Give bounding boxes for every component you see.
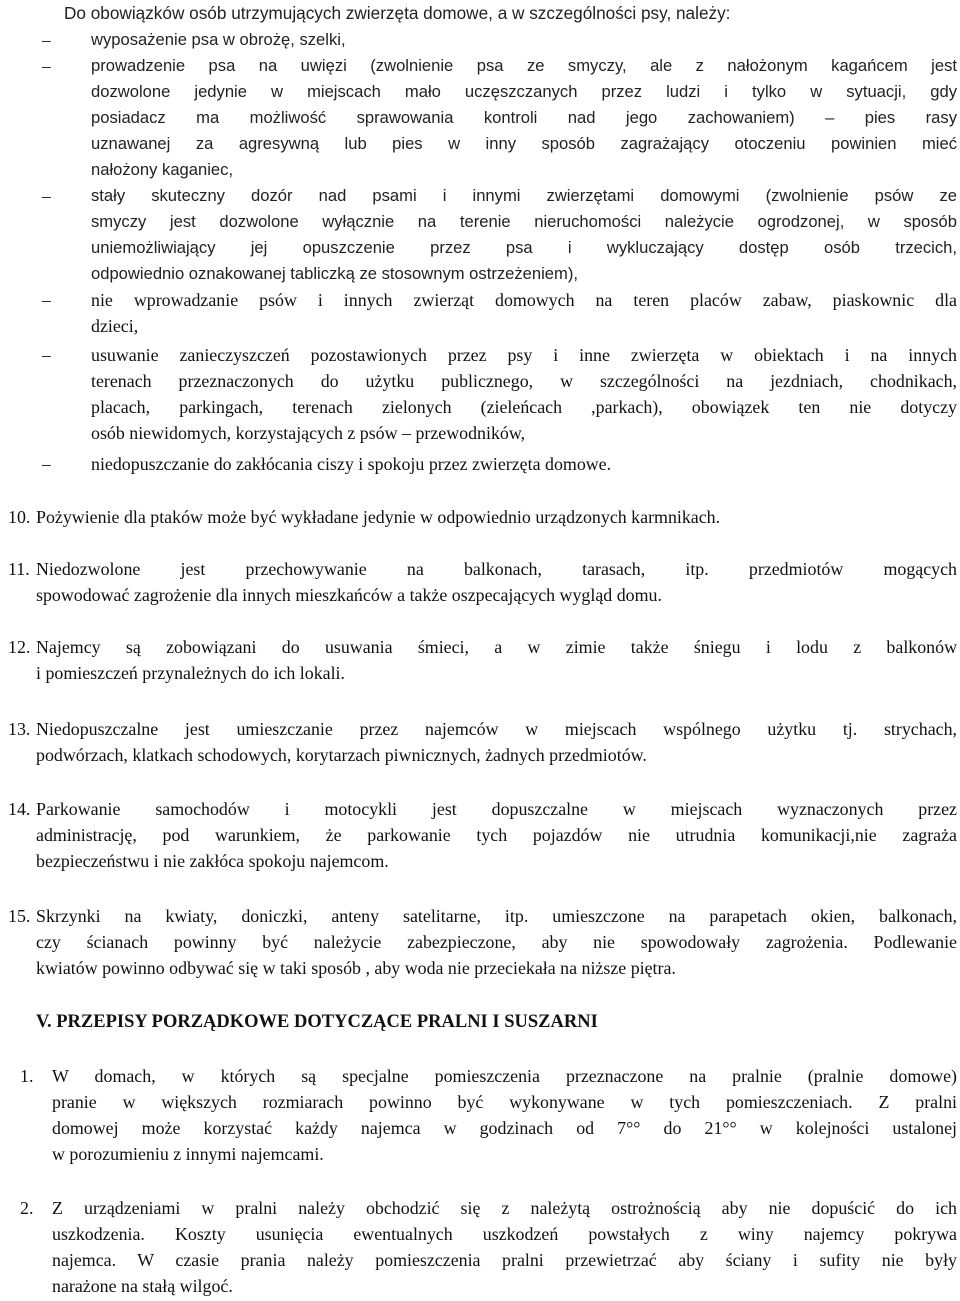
text-line: Niedopuszczalne jest umieszczanie przez najemców w miejscach wspólnego użytku tj. strychach, — [36, 719, 957, 739]
item-number: 13. — [8, 719, 31, 739]
text-line: pranie w większych rozmiarach powinno być wykonywane w tych pomieszczeniach. Z pralni — [52, 1092, 957, 1112]
item-text — [36, 716, 957, 768]
text-line: nie wprowadzanie psów i innych zwierząt domowych na teren placów zabaw, piaskownic dla — [91, 290, 957, 310]
text-line: prowadzenie psa na uwięzi (zwolnienie psa ze smyczy, ale z nałożonym kagańcem jest — [91, 56, 957, 75]
section-heading: V. PRZEPISY PORZĄDKOWE DOTYCZĄCE PRALNI I SUSZARNI — [36, 1012, 598, 1032]
text-line: kwiatów powinno odbywać się w taki sposób , aby woda nie przeciekała na niższe piętra. — [36, 958, 676, 978]
intro-paragraph: Do obowiązków osób utrzymujących zwierzęta domowe, a w szczególności psy, należy: — [64, 3, 731, 23]
text-line: spowodować zagrożenie dla innych mieszkańców a także oszpecających wygląd domu. — [36, 585, 662, 605]
text-line: wyposażenie psa w obrożę, szelki, — [91, 30, 346, 49]
text-line: domowej może korzystać każdy najemca w godzinach od 7°° do 21°° w kolejności ustalonej — [52, 1118, 957, 1138]
text-line: uznawanej za agresywną lub pies w inny sposób zagrażający otoczeniu powinien mieć — [91, 134, 957, 153]
item-text — [36, 796, 957, 874]
text-line: i pomieszczeń przynależnych do ich lokali. — [36, 663, 345, 683]
text-line: narażone na stałą wilgoć. — [52, 1276, 233, 1296]
list-dash: – — [42, 186, 51, 206]
text-line: stały skuteczny dozór nad psami i innymi zwierzętami domowymi (zwolnienie psów ze — [91, 186, 957, 205]
text-line: najemca. W czasie prania należy pomieszczenia pralni przewietrzać aby ściany i sufity nie były — [52, 1250, 957, 1270]
item-text — [52, 1063, 957, 1167]
text-line: uniemożliwiający jej opuszczenie przez psa i wykluczający dostęp osób trzecich, — [91, 238, 957, 257]
text-line: podwórzach, klatkach schodowych, korytarzach piwnicznych, żadnych przedmiotów. — [36, 745, 647, 765]
item-text — [52, 1195, 957, 1299]
text-line: odpowiednio oznakowanej tabliczką ze stosownym ostrzeżeniem), — [91, 264, 578, 283]
text-line: niedopuszczanie do zakłócania ciszy i spokoju przez zwierzęta domowe. — [91, 454, 612, 474]
list-item-text — [91, 287, 957, 339]
text-line: smyczy jest dozwolone wyłącznie na terenie nieruchomości należycie ogrodzonej, w sposób — [91, 212, 957, 231]
text-line: Najemcy są zobowiązani do usuwania śmieci, a w zimie także śniegu i lodu z balkonów — [36, 637, 957, 657]
text-line: uszkodzenia. Koszty usunięcia ewentualnych uszkodzeń powstałych z winy najemcy pokrywa — [52, 1224, 957, 1244]
item-text — [36, 634, 957, 686]
list-item-text — [91, 342, 957, 446]
text-line: dzieci, — [91, 316, 139, 336]
item-number: 11. — [8, 559, 30, 579]
item-text — [36, 556, 957, 608]
item-text — [36, 903, 957, 981]
list-item-text — [91, 183, 957, 287]
text-line: Parkowanie samochodów i motocykli jest dopuszczalne w miejscach wyznaczonych przez — [36, 799, 957, 819]
text-line: dozwolone jedynie w miejscach mało uczęszczanych przez ludzi i tylko w sytuacji, gdy — [91, 82, 957, 101]
item-number: 2. — [20, 1198, 34, 1218]
list-item-text — [91, 451, 957, 477]
text-line: Skrzynki na kwiaty, doniczki, anteny satelitarne, itp. umieszczone na parapetach okien, balkonach, — [36, 906, 957, 926]
text-line: Pożywienie dla ptaków może być wykładane jedynie w odpowiednio urządzonych karmnikach. — [36, 507, 721, 527]
list-dash: – — [42, 290, 51, 310]
text-line: W domach, w których są specjalne pomieszczenia przeznaczone na pralnie (pralnie domowe) — [52, 1066, 957, 1086]
item-text — [36, 504, 957, 530]
text-line: w porozumieniu z innymi najemcami. — [52, 1144, 324, 1164]
list-dash: – — [42, 454, 51, 474]
list-dash: – — [42, 345, 51, 365]
text-line: usuwanie zanieczyszczeń pozostawionych przez psy i inne zwierzęta w obiektach i na innych — [91, 345, 957, 365]
item-number: 10. — [8, 507, 31, 527]
text-line: osób niewidomych, korzystających z psów – przewodników, — [91, 423, 526, 443]
text-line: terenach przeznaczonych do użytku publicznego, w szczególności na jezdniach, chodnikach, — [91, 371, 957, 391]
text-line: bezpieczeństwu i nie zakłóca spokoju najemcom. — [36, 851, 389, 871]
list-dash: – — [42, 56, 51, 76]
list-item-text — [91, 53, 957, 183]
item-number: 12. — [8, 637, 31, 657]
text-line: administrację, pod warunkiem, że parkowanie tych pojazdów nie utrudnia komunikacji,nie zagraża — [36, 825, 957, 845]
list-dash: – — [42, 30, 51, 50]
text-line: posiadacz ma możliwość sprawowania kontroli nad jego zachowaniem) – pies rasy — [91, 108, 957, 127]
text-line: placach, parkingach, terenach zielonych (zieleńcach ,parkach), obowiązek ten nie dotyczy — [91, 397, 957, 417]
item-number: 15. — [8, 906, 31, 926]
text-line: czy ścianach powinny być należycie zabezpieczone, aby nie spowodowały zagrożenia. Podlewanie — [36, 932, 957, 952]
text-line: nałożony kaganiec, — [91, 160, 234, 179]
text-line: Niedozwolone jest przechowywanie na balkonach, tarasach, itp. przedmiotów mogących — [36, 559, 957, 579]
item-number: 14. — [8, 799, 31, 819]
list-item-text — [91, 27, 957, 53]
text-line: Z urządzeniami w pralni należy obchodzić się z należytą ostrożnością aby nie dopuścić do ich — [52, 1198, 957, 1218]
item-number: 1. — [20, 1066, 34, 1086]
